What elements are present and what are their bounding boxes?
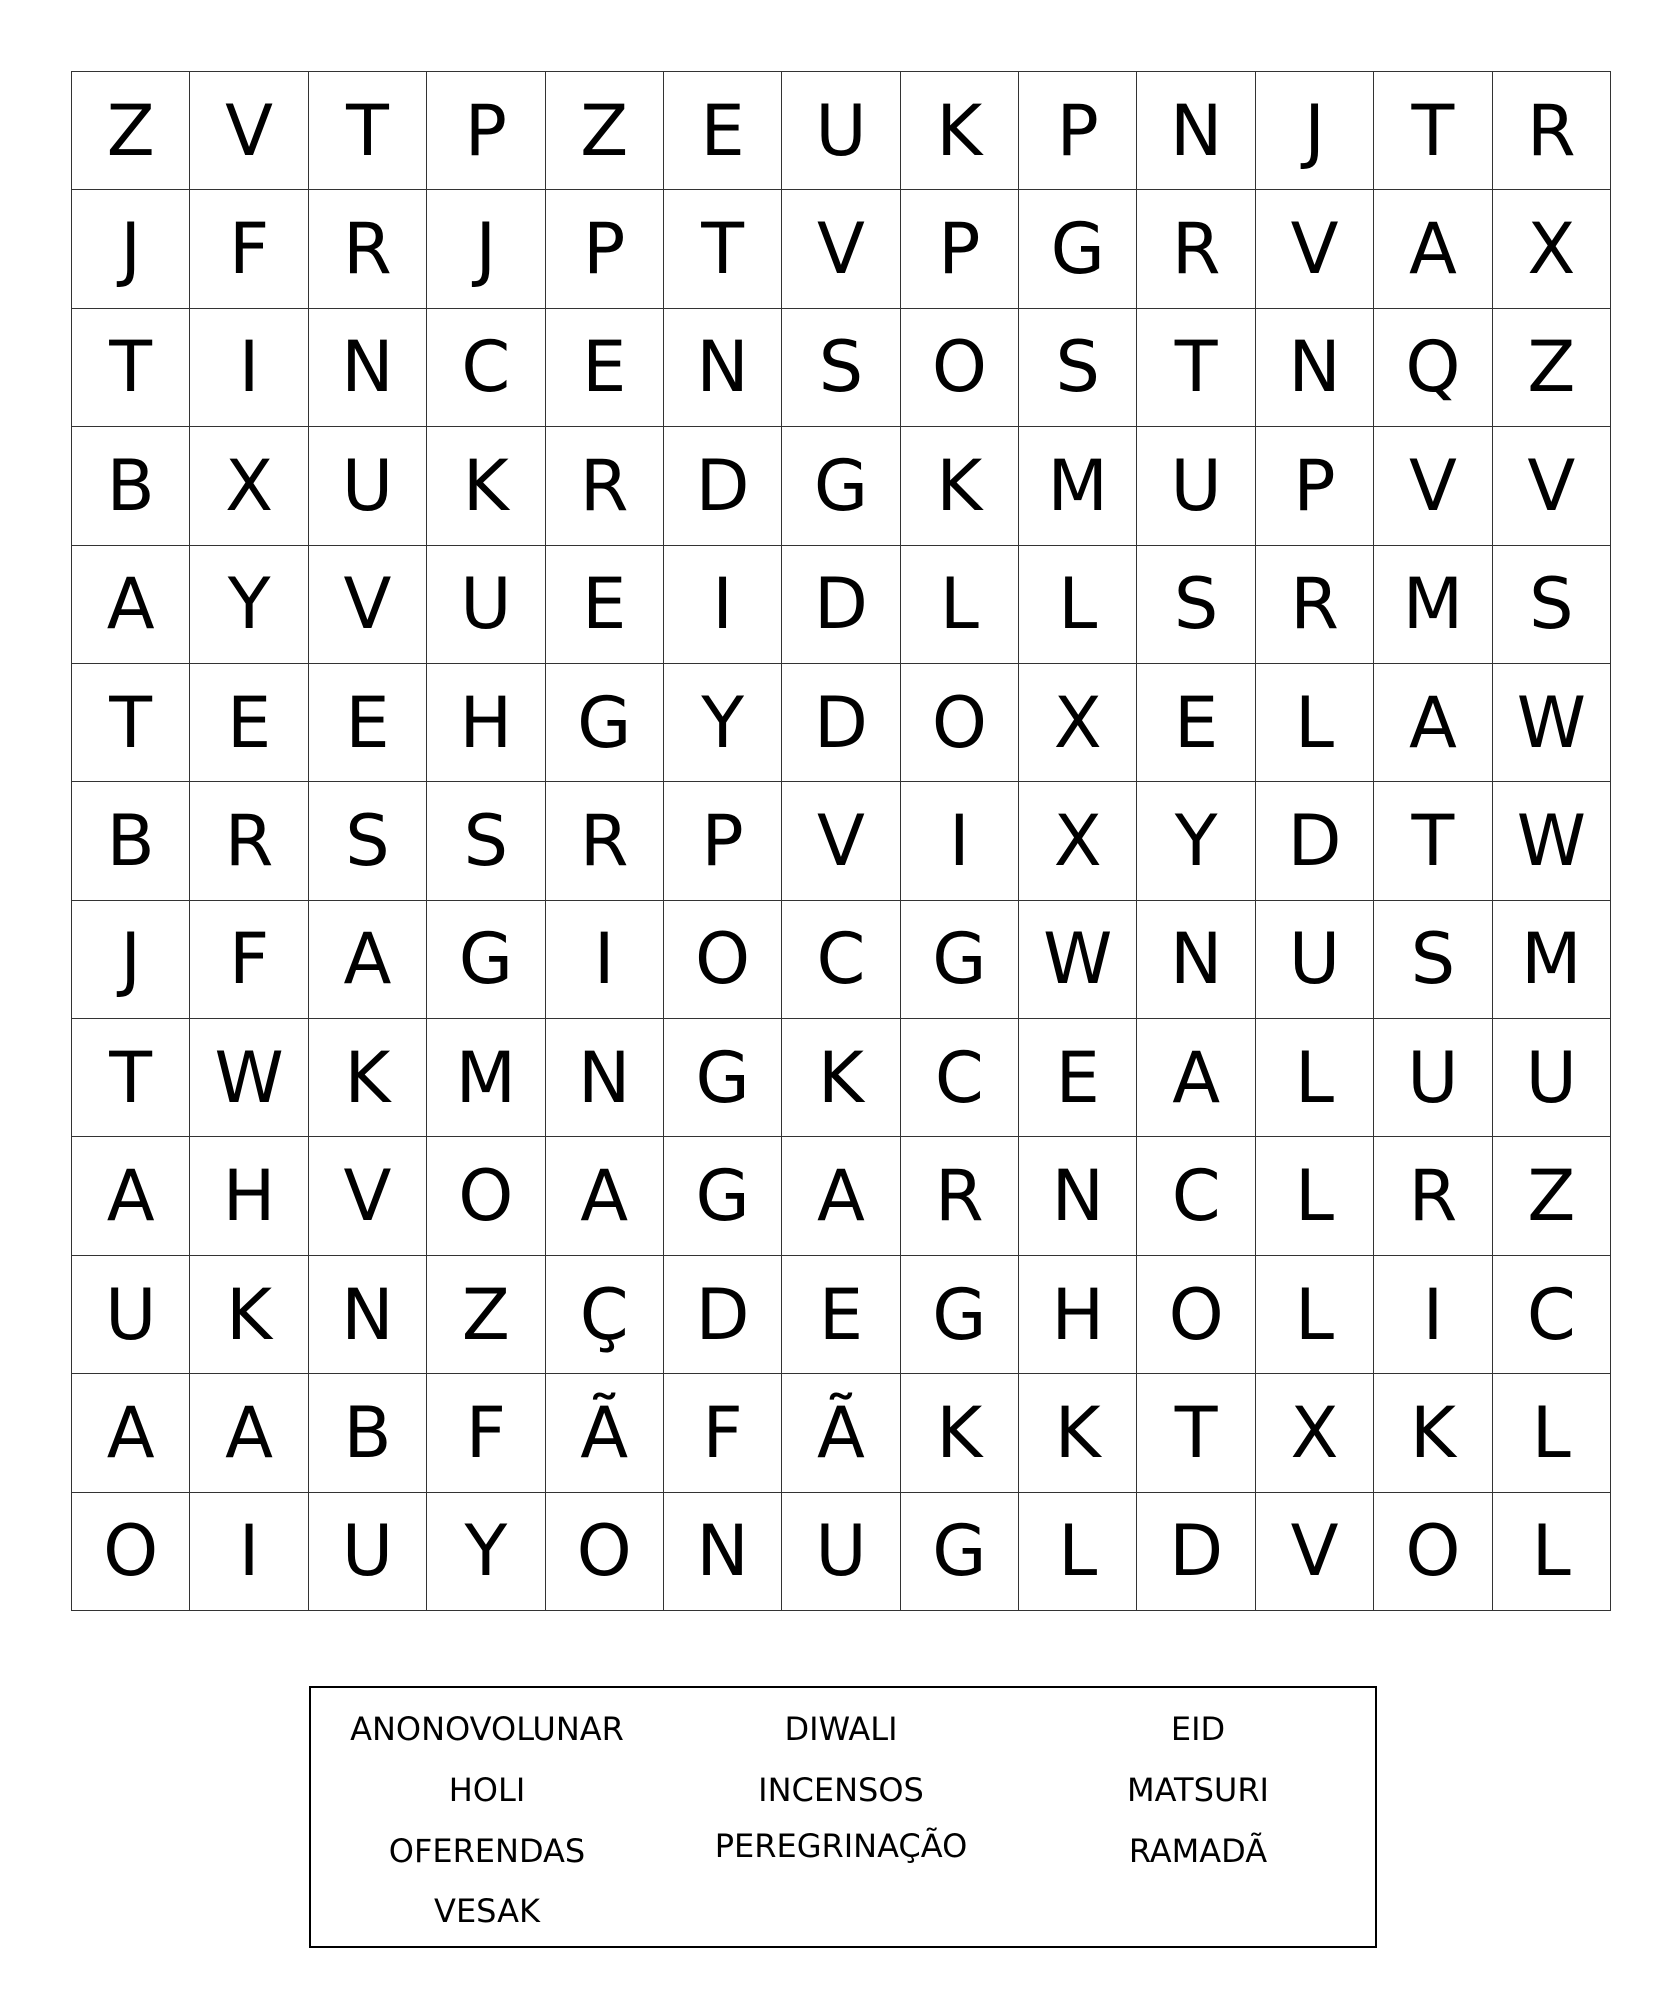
grid-cell[interactable]: K [901,427,1019,545]
grid-cell[interactable]: Y [190,546,308,664]
grid-cell[interactable]: L [1493,1374,1611,1492]
grid-cell[interactable]: O [1374,1493,1492,1611]
grid-cell[interactable]: R [1374,1137,1492,1255]
grid-cell[interactable]: Y [1137,782,1255,900]
grid-cell[interactable]: R [1256,546,1374,664]
grid-cell[interactable]: K [901,1374,1019,1492]
grid-cell[interactable]: N [1137,901,1255,1019]
grid-cell[interactable]: G [427,901,545,1019]
grid-cell[interactable]: P [1019,72,1137,190]
grid-cell[interactable]: R [546,427,664,545]
grid-cell[interactable]: D [1256,782,1374,900]
grid-cell[interactable]: O [1137,1256,1255,1374]
grid-cell[interactable]: N [1019,1137,1137,1255]
grid-cell[interactable]: I [1374,1256,1492,1374]
grid-cell[interactable]: Ç [546,1256,664,1374]
grid-cell[interactable]: T [72,664,190,782]
grid-cell[interactable]: T [1137,1374,1255,1492]
word-bank-item: RAMADÃ [1128,1832,1268,1870]
grid-cell[interactable]: A [1374,190,1492,308]
grid-cell[interactable]: A [309,901,427,1019]
grid-cell[interactable]: G [1019,190,1137,308]
grid-cell[interactable]: C [1493,1256,1611,1374]
grid-cell[interactable]: Y [664,664,782,782]
grid-cell[interactable]: K [1374,1374,1492,1492]
grid-cell[interactable]: F [190,190,308,308]
grid-cell[interactable]: U [72,1256,190,1374]
grid-cell[interactable]: I [664,546,782,664]
grid-cell[interactable]: F [190,901,308,1019]
grid-cell[interactable]: U [309,427,427,545]
grid-cell[interactable]: L [1019,1493,1137,1611]
grid-cell[interactable]: O [664,901,782,1019]
grid-cell[interactable]: P [546,190,664,308]
word-bank-item: ANONOVOLUNAR [350,1710,624,1748]
grid-cell[interactable]: O [901,309,1019,427]
grid-cell[interactable]: Z [1493,309,1611,427]
grid-cell[interactable]: T [309,72,427,190]
grid-cell[interactable]: M [1374,546,1492,664]
grid-cell[interactable]: N [664,1493,782,1611]
grid-cell[interactable]: S [1493,546,1611,664]
grid-cell[interactable]: R [1137,190,1255,308]
grid-cell[interactable]: U [782,1493,900,1611]
grid-cell[interactable]: U [782,72,900,190]
grid-cell[interactable]: R [309,190,427,308]
grid-cell[interactable]: S [1137,546,1255,664]
grid-cell[interactable]: T [72,309,190,427]
grid-cell[interactable]: S [309,782,427,900]
grid-cell[interactable]: O [427,1137,545,1255]
grid-cell[interactable]: K [901,72,1019,190]
grid-cell[interactable]: A [1374,664,1492,782]
grid-cell[interactable]: N [309,1256,427,1374]
grid-cell[interactable]: K [427,427,545,545]
grid-cell[interactable]: T [664,190,782,308]
grid-cell[interactable]: P [427,72,545,190]
grid-cell[interactable]: S [782,309,900,427]
grid-cell[interactable]: X [1019,664,1137,782]
grid-cell[interactable]: A [546,1137,664,1255]
grid-cell[interactable]: W [1019,901,1137,1019]
grid-cell[interactable]: G [782,427,900,545]
grid-cell[interactable]: G [901,901,1019,1019]
grid-cell[interactable]: G [901,1256,1019,1374]
grid-cell[interactable]: A [72,1374,190,1492]
grid-cell[interactable]: D [782,664,900,782]
grid-cell[interactable]: T [1137,309,1255,427]
grid-cell[interactable]: B [72,427,190,545]
grid-cell[interactable]: L [901,546,1019,664]
grid-cell[interactable]: G [901,1493,1019,1611]
grid-cell[interactable]: M [1493,901,1611,1019]
grid-cell[interactable]: Ã [546,1374,664,1492]
grid-cell[interactable]: V [309,546,427,664]
grid-cell[interactable]: L [1256,1137,1374,1255]
grid-cell[interactable]: X [1493,190,1611,308]
grid-cell[interactable]: U [1374,1019,1492,1137]
grid-cell[interactable]: S [1019,309,1137,427]
grid-cell[interactable]: E [546,309,664,427]
grid-cell[interactable]: U [427,546,545,664]
grid-cell[interactable]: P [1256,427,1374,545]
grid-cell[interactable]: C [1137,1137,1255,1255]
grid-cell[interactable]: I [190,309,308,427]
grid-cell[interactable]: R [1493,72,1611,190]
grid-cell[interactable]: G [664,1019,782,1137]
grid-cell[interactable]: L [1256,1019,1374,1137]
grid-cell[interactable]: F [427,1374,545,1492]
word-bank-item: OFERENDAS [388,1832,586,1870]
grid-cell[interactable]: V [782,782,900,900]
grid-cell[interactable]: K [1019,1374,1137,1492]
grid-cell[interactable]: L [1019,546,1137,664]
grid-cell[interactable]: P [664,782,782,900]
grid-cell[interactable]: Z [546,72,664,190]
word-bank-item: DIWALI [784,1710,898,1748]
grid-cell[interactable]: S [427,782,545,900]
word-bank-item: PEREGRINAÇÃO [714,1827,968,1865]
grid-cell[interactable]: S [1374,901,1492,1019]
grid-cell[interactable]: V [1256,190,1374,308]
word-bank-item: EID [1170,1710,1226,1748]
grid-cell[interactable]: U [1137,427,1255,545]
word-bank-item: VESAK [434,1892,540,1930]
grid-cell[interactable]: U [1256,901,1374,1019]
grid-cell[interactable]: I [546,901,664,1019]
grid-cell[interactable]: T [1374,782,1492,900]
grid-cell[interactable]: G [546,664,664,782]
grid-cell[interactable]: P [901,190,1019,308]
grid-cell[interactable]: U [1493,1019,1611,1137]
grid-cell[interactable]: J [1256,72,1374,190]
grid-cell[interactable]: L [1256,1256,1374,1374]
grid-cell[interactable]: E [664,72,782,190]
word-bank-item: HOLI [448,1771,526,1809]
grid-cell[interactable]: H [1019,1256,1137,1374]
grid-cell[interactable]: A [72,1137,190,1255]
grid-cell[interactable]: B [72,782,190,900]
grid-cell[interactable]: J [72,190,190,308]
grid-cell[interactable]: N [1137,72,1255,190]
grid-cell[interactable]: L [1256,664,1374,782]
grid-cell[interactable]: C [901,1019,1019,1137]
grid-cell[interactable]: K [782,1019,900,1137]
grid-cell[interactable]: Q [1374,309,1492,427]
grid-cell[interactable]: E [1137,664,1255,782]
grid-cell[interactable]: U [309,1493,427,1611]
grid-cell[interactable]: K [190,1256,308,1374]
grid-cell[interactable]: H [427,664,545,782]
grid-cell[interactable]: Z [72,72,190,190]
grid-cell[interactable]: R [190,782,308,900]
grid-cell[interactable]: Z [1493,1137,1611,1255]
grid-cell[interactable]: E [782,1256,900,1374]
grid-cell[interactable]: A [782,1137,900,1255]
grid-cell[interactable]: J [427,190,545,308]
grid-cell[interactable]: V [1493,427,1611,545]
grid-cell[interactable]: F [664,1374,782,1492]
word-bank-item: INCENSOS [758,1771,924,1809]
grid-cell[interactable]: X [1019,782,1137,900]
grid-cell[interactable]: C [427,309,545,427]
grid-cell[interactable]: B [309,1374,427,1492]
grid-cell[interactable]: O [546,1493,664,1611]
grid-cell[interactable]: T [72,1019,190,1137]
grid-cell[interactable]: V [1256,1493,1374,1611]
grid-cell[interactable]: N [309,309,427,427]
grid-cell[interactable]: R [546,782,664,900]
grid-cell[interactable]: V [1374,427,1492,545]
word-bank [309,1686,1377,1948]
grid-cell[interactable]: E [309,664,427,782]
grid-cell[interactable]: N [664,309,782,427]
grid-cell[interactable]: A [1137,1019,1255,1137]
letter-grid [71,71,1611,1611]
grid-cell[interactable]: G [664,1137,782,1255]
grid-cell[interactable]: D [664,1256,782,1374]
grid-cell[interactable]: C [782,901,900,1019]
grid-cell[interactable]: Ã [782,1374,900,1492]
grid-cell[interactable]: L [1493,1493,1611,1611]
grid-cell[interactable]: H [190,1137,308,1255]
grid-cell[interactable]: T [1374,72,1492,190]
grid-cell[interactable]: Z [427,1256,545,1374]
grid-cell[interactable]: D [782,546,900,664]
grid-cell[interactable]: M [1019,427,1137,545]
grid-cell[interactable]: N [546,1019,664,1137]
grid-cell[interactable]: A [72,546,190,664]
grid-cell[interactable]: O [72,1493,190,1611]
grid-cell[interactable]: E [546,546,664,664]
grid-cell[interactable]: O [901,664,1019,782]
grid-cell[interactable]: D [1137,1493,1255,1611]
grid-cell[interactable]: W [1493,782,1611,900]
grid-cell[interactable]: N [1256,309,1374,427]
word-bank-item: MATSURI [1127,1771,1269,1809]
grid-cell[interactable]: A [190,1374,308,1492]
grid-cell[interactable]: V [190,72,308,190]
grid-cell[interactable]: I [190,1493,308,1611]
grid-cell[interactable]: I [901,782,1019,900]
grid-cell[interactable]: W [1493,664,1611,782]
grid-cell[interactable]: J [72,901,190,1019]
grid-cell[interactable]: R [901,1137,1019,1255]
grid-cell[interactable]: D [664,427,782,545]
grid-cell[interactable]: K [309,1019,427,1137]
grid-cell[interactable]: X [190,427,308,545]
grid-cell[interactable]: E [190,664,308,782]
grid-cell[interactable]: M [427,1019,545,1137]
grid-cell[interactable]: E [1019,1019,1137,1137]
grid-cell[interactable]: X [1256,1374,1374,1492]
grid-cell[interactable]: Y [427,1493,545,1611]
grid-cell[interactable]: W [190,1019,308,1137]
grid-cell[interactable]: V [782,190,900,308]
grid-cell[interactable]: V [309,1137,427,1255]
